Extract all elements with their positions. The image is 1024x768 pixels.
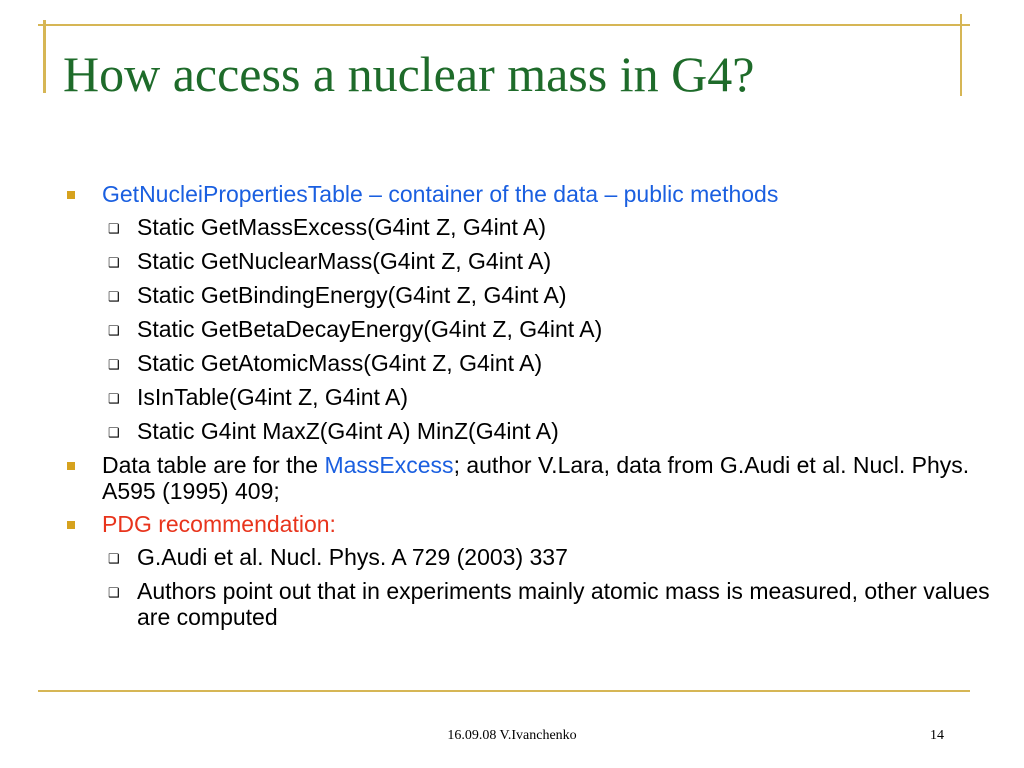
- decorative-vertical-line: [43, 20, 46, 93]
- footer-text: 16.09.08 V.Ivanchenko: [447, 728, 577, 743]
- square-bullet-icon: [67, 191, 75, 199]
- sub-bullet-text: Static GetMassExcess(G4int Z, G4int A): [137, 214, 547, 240]
- sub-bullet: [65, 282, 1005, 308]
- sub-bullet-text: Static GetAtomicMass(G4int Z, G4int A): [137, 350, 543, 376]
- square-bullet-icon: [67, 462, 75, 470]
- sub-bullet-text: Static GetNuclearMass(G4int Z, G4int A): [137, 248, 552, 274]
- slide-title: How access a nuclear mass in G4?: [63, 46, 755, 102]
- bullet-text: PDG recommendation:: [102, 511, 336, 537]
- massexcess-highlight: MassExcess: [324, 452, 454, 478]
- sub-bullet: [65, 316, 1005, 342]
- sub-bullet: [65, 418, 1005, 444]
- hollow-square-bullet-icon: ❑: [108, 221, 120, 236]
- sub-bullet: [65, 544, 1005, 570]
- sub-bullet: [65, 248, 1005, 274]
- bullet-getnucleipropertiestable: [65, 181, 1005, 207]
- bullet-text-after: ; author V.Lara, data from G.Audi et al. Nucl. Phys. A595 (1995) 409;: [102, 452, 970, 504]
- hollow-square-bullet-icon: ❑: [108, 289, 120, 304]
- hollow-square-bullet-icon: ❑: [108, 391, 120, 406]
- hollow-square-bullet-icon: ❑: [108, 357, 120, 372]
- sub-bullet-text: Static G4int MaxZ(G4int A) MinZ(G4int A): [137, 418, 559, 444]
- sub-bullet: [65, 384, 1005, 410]
- hollow-square-bullet-icon: ❑: [108, 255, 120, 270]
- bullet-text: GetNucleiPropertiesTable – container of the data – public methods: [102, 181, 779, 207]
- bullet-text-before: Data table are for the: [102, 452, 325, 478]
- decorative-top-line: [38, 24, 970, 26]
- hollow-square-bullet-icon: ❑: [108, 323, 120, 338]
- bullet-data-table: [65, 452, 1005, 504]
- hollow-square-bullet-icon: ❑: [108, 551, 120, 566]
- sub-bullet-text: IsInTable(G4int Z, G4int A): [137, 384, 409, 410]
- sub-bullet: [65, 214, 1005, 240]
- hollow-square-bullet-icon: ❑: [108, 585, 120, 600]
- decorative-right-line: [960, 14, 962, 96]
- sub-bullet-text: Authors point out that in experiments mainly atomic mass is measured, other values are computed: [137, 578, 990, 630]
- decorative-bottom-line: [38, 690, 970, 692]
- sub-bullet-text: Static GetBetaDecayEnergy(G4int Z, G4int A): [137, 316, 603, 342]
- page-number: 14: [930, 728, 944, 743]
- sub-bullet-text: G.Audi et al. Nucl. Phys. A 729 (2003) 337: [137, 544, 568, 570]
- slide-body: [65, 181, 1005, 638]
- sub-bullet: [65, 350, 1005, 376]
- sub-bullet-text: Static GetBindingEnergy(G4int Z, G4int A): [137, 282, 567, 308]
- square-bullet-icon: [67, 521, 75, 529]
- hollow-square-bullet-icon: ❑: [108, 425, 120, 440]
- bullet-pdg-recommendation: [65, 511, 1005, 537]
- sub-bullet: [65, 578, 1005, 630]
